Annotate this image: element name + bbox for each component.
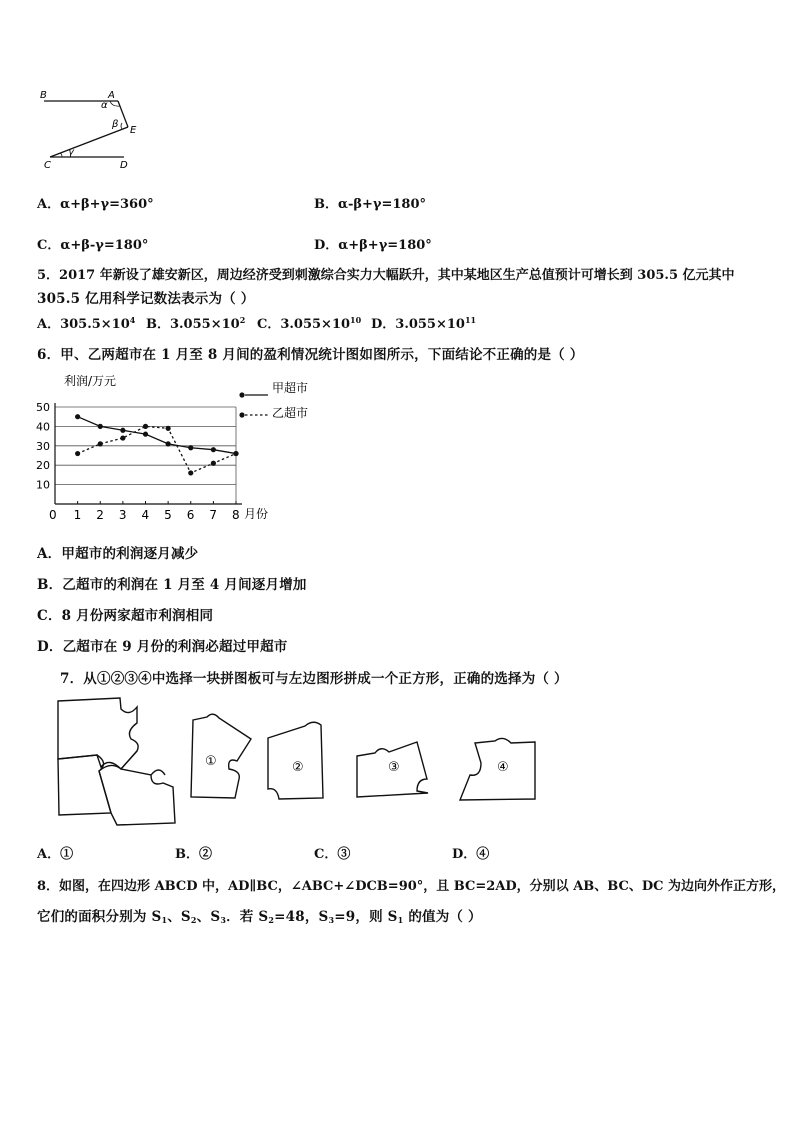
q6-option-b[interactable]: B．乙超市的利润在 1 月至 4 月间逐月增加 [37, 577, 307, 593]
puzzle-piece-3-label: ③ [388, 760, 400, 775]
legend-marker-jia [239, 392, 244, 397]
y-tick-30: 30 [36, 439, 50, 453]
x-tick-3: 3 [118, 508, 127, 522]
fig-label-B: B [40, 90, 47, 101]
q7-option-a-letter: A． [37, 847, 61, 862]
q8-l2-mid: ．若 S [226, 909, 269, 925]
q7-circle-2: ② [110, 671, 125, 687]
q8-stem-line1: 8．如图，在四边形 ABCD 中，AD∥BC，∠ABC+∠DCB=90°，且 BC=2AD，分别以 AB、BC、DC 为边向外作正方形， [37, 879, 786, 894]
q5-option-c[interactable] [257, 313, 361, 332]
q8-l2-eq2: =9，则 S [334, 909, 398, 925]
legend-marker-yi [239, 412, 244, 417]
q4-angle-figure [36, 85, 146, 175]
x-tick-6: 6 [186, 508, 195, 522]
q7-option-b-letter: B． [175, 847, 199, 862]
puzzle-piece-2-label: ② [292, 760, 304, 775]
q7-circle-3: ③ [124, 671, 139, 687]
q5-option-b-base: B．3.055×10 [146, 317, 240, 332]
y-tick-10: 10 [36, 478, 50, 492]
chart-xlabel: 月份 [244, 507, 269, 521]
q5-option-d[interactable] [371, 313, 476, 332]
point-jia-m7 [211, 447, 216, 452]
q8-sub-s2b: 2 [268, 915, 275, 925]
q7-option-b-mark: ② [199, 847, 213, 862]
fig-label-D: D [120, 160, 128, 171]
x-tick-1: 1 [73, 508, 82, 522]
point-yi-m5 [166, 426, 171, 431]
q6-option-c[interactable]: C．8 月份两家超市利润相同 [37, 608, 214, 624]
q7-option-a-mark: ① [60, 847, 74, 862]
fig-label-gamma: γ [68, 147, 74, 158]
q7-option-d-letter: D． [452, 847, 477, 862]
point-yi-m8 [233, 451, 238, 456]
q8-l2-sep1: 、S [167, 909, 191, 925]
q8-sub-s3: 3 [220, 915, 227, 925]
q7-stem-part1: 7．从 [60, 671, 97, 687]
point-jia-m5 [166, 441, 171, 446]
q7-option-c-letter: C． [314, 847, 338, 862]
x-tick-4: 4 [141, 508, 150, 522]
puzzle-piece-1-label: ① [205, 754, 217, 769]
q4-option-c[interactable]: C．α+β-γ=180° [37, 238, 149, 253]
q5-option-b[interactable] [146, 313, 245, 332]
fig-label-E: E [130, 125, 137, 136]
q8-sub-s1: 1 [161, 915, 168, 925]
q5-stem-line1: 5．2017 年新设了雄安新区，周边经济受到刺激综合实力大幅跃升，其中某地区生产总值预计可增长到 305.5 亿元其中 [37, 268, 735, 283]
q5-stem-line2: 305.5 亿用科学记数法表示为（ ） [37, 291, 255, 307]
q8-sub-s1b: 1 [397, 915, 404, 925]
point-yi-m1 [75, 451, 80, 456]
q7-option-c[interactable] [314, 843, 350, 862]
chart-origin-label: 0 [49, 508, 57, 522]
q8-l2-sep2: 、S [196, 909, 221, 925]
q7-stem-part2: 中选择一块拼图板可与左边图形拼成一个正方形，正确的选择为（ ） [151, 671, 568, 687]
q5-option-a[interactable] [37, 313, 135, 332]
fig-label-beta: β [112, 119, 119, 130]
q8-l2-pre: 它们的面积分别为 S [37, 909, 162, 925]
q7-circle-1: ① [97, 671, 111, 687]
q7-circle-4: ④ [138, 671, 152, 687]
chart-ylabel: 利润/万元 [64, 374, 117, 388]
q6-option-a[interactable]: A．甲超市的利润逐月减少 [37, 546, 199, 562]
x-tick-2: 2 [96, 508, 104, 522]
q7-option-d[interactable] [452, 843, 489, 862]
point-yi-m3 [120, 435, 125, 440]
q5-option-d-exp: 11 [464, 315, 477, 325]
legend-label-jia: 甲超市 [272, 381, 309, 395]
profit-line-chart [30, 368, 340, 528]
q8-l2-eq1: =48，S [274, 909, 329, 925]
point-jia-m6 [188, 445, 193, 450]
legend-label-yi: 乙超市 [272, 406, 309, 420]
x-tick-5: 5 [164, 508, 172, 522]
q7-option-d-mark: ④ [476, 847, 490, 862]
puzzle-piece-1[interactable] [191, 714, 251, 798]
q7-option-c-mark: ③ [337, 847, 351, 862]
q5-option-a-base: A．305.5×10 [37, 317, 130, 332]
point-yi-m2 [98, 441, 103, 446]
q7-stem [60, 667, 568, 687]
q6-option-d[interactable]: D．乙超市在 9 月份的利润必超过甲超市 [37, 639, 288, 655]
puzzle-piece-4-label: ④ [497, 760, 509, 775]
q5-option-a-exp: 4 [129, 315, 136, 325]
q5-option-c-exp: 10 [350, 315, 362, 325]
x-tick-8: 8 [232, 508, 240, 522]
y-tick-20: 20 [36, 459, 50, 473]
point-jia-m1 [75, 414, 80, 419]
q4-option-d[interactable]: D．α+β+γ=180° [314, 238, 432, 253]
q5-option-c-base: C．3.055×10 [257, 317, 351, 332]
q6-stem: 6．甲、乙两超市在 1 月至 8 月间的盈利情况统计图如图所示，下面结论不正确的是（ ） [37, 347, 584, 363]
y-tick-50: 50 [36, 401, 50, 414]
x-tick-7: 7 [209, 508, 218, 522]
y-tick-40: 40 [36, 420, 50, 434]
point-jia-m2 [98, 424, 103, 429]
q7-puzzle-figure [55, 695, 545, 830]
fig-label-alpha: α [101, 100, 108, 111]
q4-option-b[interactable]: B．α-β+γ=180° [314, 197, 427, 212]
q4-option-a[interactable]: A．α+β+γ=360° [37, 197, 154, 212]
fig-label-A: A [108, 90, 115, 101]
q7-option-a[interactable] [37, 843, 73, 862]
point-yi-m4 [143, 424, 148, 429]
q8-sub-s3b: 3 [328, 915, 335, 925]
q8-l2-tail: 的值为（ ） [403, 909, 482, 925]
fig-label-C: C [44, 160, 51, 171]
point-yi-m7 [211, 461, 216, 466]
point-yi-m6 [188, 470, 193, 475]
q8-stem-line2 [37, 905, 482, 925]
point-jia-m3 [120, 428, 125, 433]
q8-sub-s2: 2 [190, 915, 197, 925]
q5-option-b-exp: 2 [239, 315, 246, 325]
q5-option-d-base: D．3.055×10 [371, 317, 465, 332]
q7-option-b[interactable] [175, 843, 212, 862]
point-jia-m4 [143, 432, 148, 437]
